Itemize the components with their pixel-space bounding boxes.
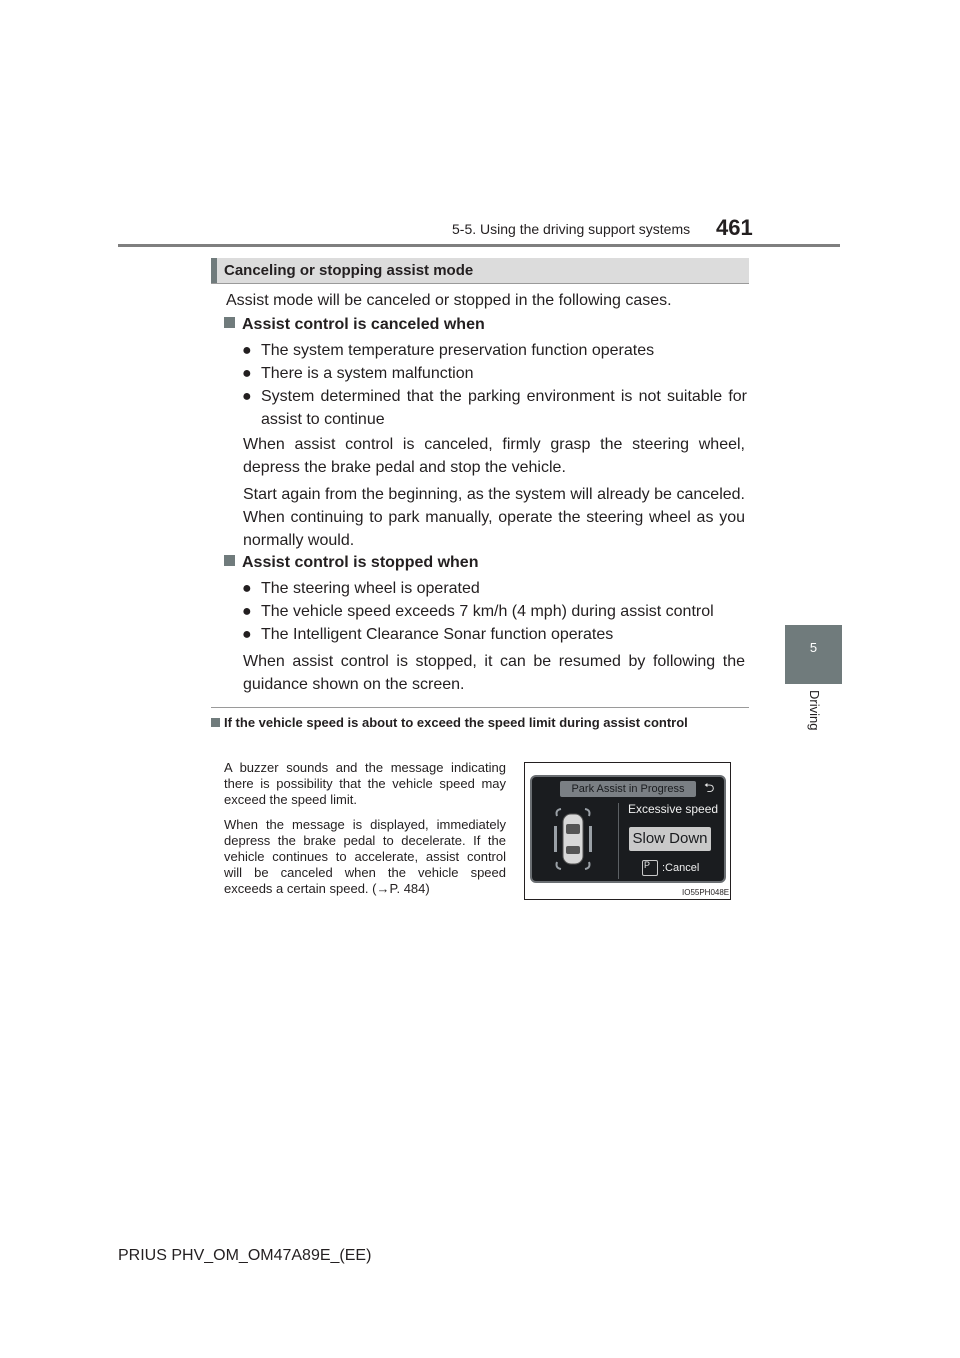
- cancel-hint: :Cancel: [662, 862, 700, 874]
- slow-down-indicator: Slow Down: [629, 827, 711, 851]
- section-title-accent: [211, 258, 217, 283]
- chapter-tab-number: 5: [809, 640, 818, 655]
- body-paragraph: Start again from the beginning, as the system will already be canceled. When continuing to park manually, operate the steering wheel as you normally would.: [243, 486, 745, 549]
- list-item: ● The system temperature preservation function operates: [242, 339, 747, 362]
- bullet-icon: ●: [242, 342, 252, 359]
- group-heading-stopped: Assist control is stopped when: [224, 554, 478, 572]
- bullet-icon: ●: [242, 603, 252, 620]
- list-item: ● There is a system malfunction: [242, 362, 747, 385]
- bullet-icon: ●: [242, 365, 252, 382]
- square-bullet-icon: [224, 555, 235, 566]
- list-item: ● System determined that the parking environment is not suitable for assist to continue: [242, 385, 747, 431]
- bullet-icon: ●: [242, 388, 252, 405]
- chapter-tab-label: Driving: [807, 690, 822, 731]
- back-arrow-icon: ⮌: [704, 780, 715, 795]
- page-number: 461: [716, 215, 753, 240]
- list-item: ● The steering wheel is operated: [242, 577, 747, 600]
- header-rule: [118, 244, 840, 247]
- list-item: ● The Intelligent Clearance Sonar function operates: [242, 623, 747, 646]
- list-item: ● The vehicle speed exceeds 7 km/h (4 mph) during assist control: [242, 600, 747, 623]
- bullet-icon: ●: [242, 626, 252, 643]
- section-end-rule: [211, 707, 749, 708]
- body-paragraph: When assist control is stopped, it can be resumed by following the guidance shown on the screen.: [243, 653, 745, 693]
- group-heading-canceled: Assist control is canceled when: [224, 316, 485, 334]
- vehicle-top-view-icon: [553, 808, 593, 870]
- screen-divider: [618, 803, 619, 879]
- park-assist-status-pill: Park Assist in Progress: [560, 781, 696, 797]
- bullet-icon: ●: [242, 580, 252, 597]
- body-paragraph: When assist control is canceled, firmly grasp the steering wheel, depress the brake pedal and stop the vehicle.: [243, 436, 745, 476]
- running-header: 5-5. Using the driving support systems: [452, 221, 691, 237]
- section-intro: Assist mode will be canceled or stopped in the following cases.: [226, 292, 672, 309]
- footer-model-code: PRIUS PHV_OM_OM47A89E_(EE): [118, 1247, 372, 1264]
- figure-id: IO55PH048E: [682, 888, 730, 897]
- square-bullet-icon: [211, 718, 220, 727]
- note-paragraph: When the message is displayed, immediately depress the brake pedal to decelerate. If the vehicle continues to accelerate, assist control will be canceled when the vehicle speed exceeds a certain speed. (→P. 484): [224, 817, 506, 896]
- section-title: Canceling or stopping assist mode: [224, 262, 474, 279]
- note-paragraph: A buzzer sounds and the message indicating there is possibility that the vehicle speed may exceed the speed limit.: [224, 760, 506, 807]
- section-title-rule: [211, 283, 749, 284]
- parking-switch-icon: P: [642, 860, 658, 876]
- excessive-speed-message: Excessive speed: [628, 802, 719, 816]
- square-bullet-icon: [224, 317, 235, 328]
- note-heading: If the vehicle speed is about to exceed the speed limit during assist control: [211, 714, 751, 731]
